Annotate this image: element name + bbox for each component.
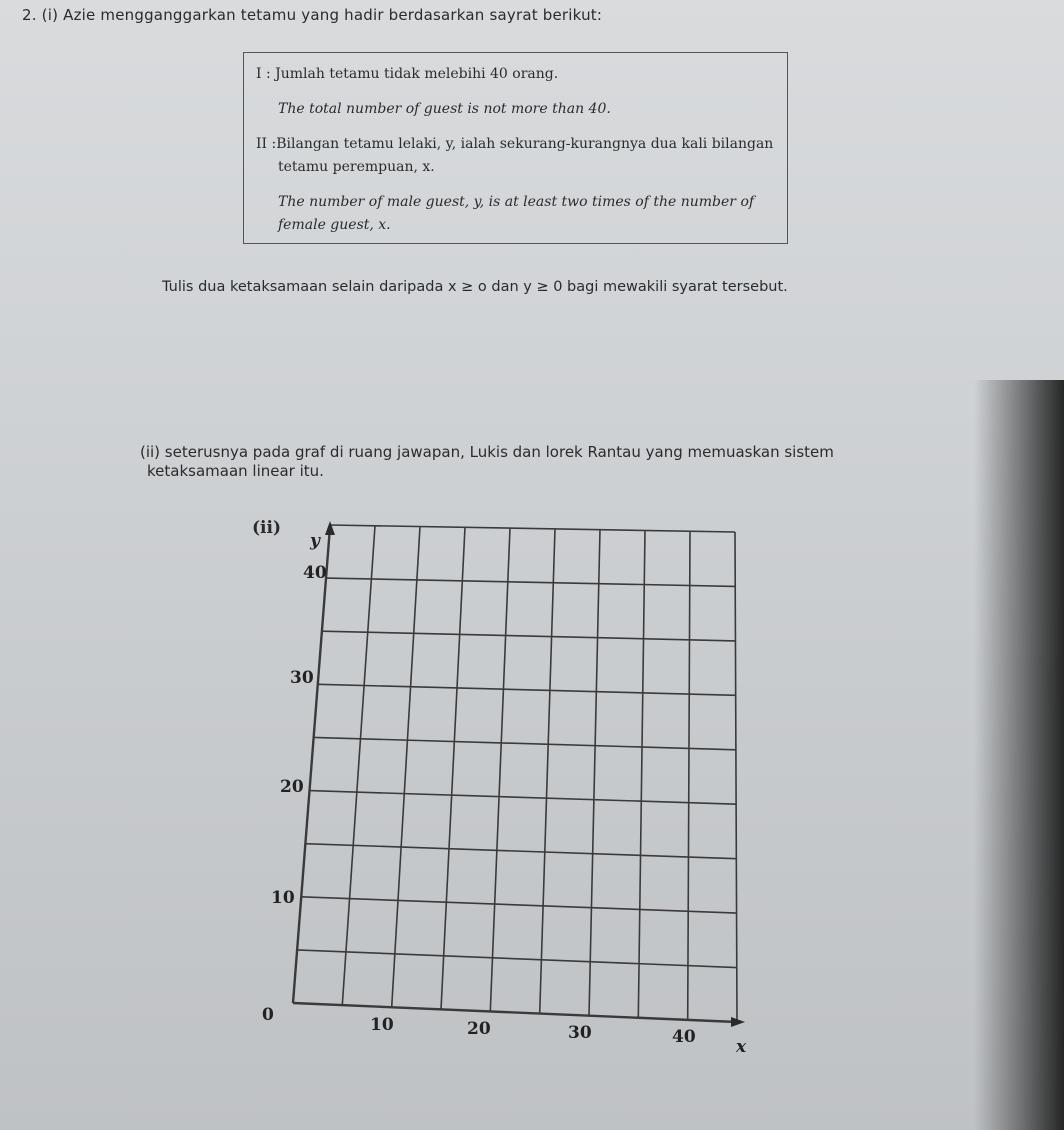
condition-2-english-line1: The number of male guest, y, is at least two times of the number of — [278, 194, 755, 210]
y-axis-arrow-icon — [325, 521, 335, 535]
origin-label: 0 — [262, 1005, 274, 1025]
grid-vertical-line — [540, 529, 555, 1014]
grid-horizontal-line — [322, 631, 736, 641]
grid-vertical-line — [441, 527, 465, 1009]
graph-axes — [293, 521, 745, 1027]
question-line: 2. (i) Azie mengganggarkan tetamu yang hadir berdasarkan sayrat berikut: — [22, 6, 603, 24]
condition-2-english-line2: female guest, x. — [278, 217, 391, 233]
grid-horizontal-line — [318, 684, 736, 695]
x-tick-20: 20 — [467, 1019, 491, 1039]
grid-vertical-line — [392, 527, 420, 1008]
y-axis-line — [293, 527, 330, 1003]
grid-horizontal-line — [330, 525, 735, 532]
part-ii-line1: (ii) seterusnya pada graf di ruang jawapan, Lukis dan lorek Rantau yang memuaskan sistem — [140, 443, 834, 461]
grid-horizontal-line — [309, 791, 736, 805]
grid-vertical-line — [638, 530, 645, 1017]
x-tick-40: 40 — [672, 1027, 696, 1047]
graph-labels — [262, 531, 747, 1057]
grid-vertical-line — [490, 528, 510, 1011]
grid-vertical-line — [342, 526, 375, 1005]
x-tick-30: 30 — [568, 1023, 592, 1043]
grid-horizontal-line — [326, 578, 735, 586]
grid-vertical-line — [688, 531, 690, 1020]
condition-1-malay: I : Jumlah tetamu tidak melebihi 40 orang. — [256, 66, 559, 82]
graph-part-label: (ii) — [252, 518, 282, 538]
grid-vertical-line — [735, 532, 737, 1022]
y-tick-10: 10 — [271, 888, 295, 908]
grid-vertical-line — [589, 530, 600, 1016]
y-tick-30: 30 — [290, 668, 314, 688]
grid-horizontal-line — [305, 844, 736, 859]
y-tick-20: 20 — [280, 777, 304, 797]
graph-grid — [297, 525, 737, 1022]
grid-horizontal-line — [301, 897, 736, 913]
x-axis-line — [293, 1003, 737, 1022]
x-axis-name: x — [736, 1037, 747, 1057]
grid-horizontal-line — [297, 950, 737, 968]
x-axis-arrow-icon — [731, 1017, 745, 1027]
instruction-text: Tulis dua ketaksamaan selain daripada x ≥ o dan y ≥ 0 bagi mewakili syarat tersebut. — [162, 279, 788, 295]
part-ii-line2: ketaksamaan linear itu. — [147, 461, 324, 480]
y-axis-name: y — [310, 531, 320, 551]
condition-1-english: The total number of guest is not more than 40. — [278, 101, 611, 117]
grid-horizontal-line — [314, 737, 736, 749]
condition-2-malay-line1: II :Bilangan tetamu lelaki, y, ialah sekurang-kurangnya dua kali bilangan — [256, 136, 774, 152]
x-tick-10: 10 — [370, 1015, 394, 1035]
y-tick-40: 40 — [303, 563, 327, 583]
condition-2-malay-line2: tetamu perempuan, x. — [278, 159, 435, 175]
